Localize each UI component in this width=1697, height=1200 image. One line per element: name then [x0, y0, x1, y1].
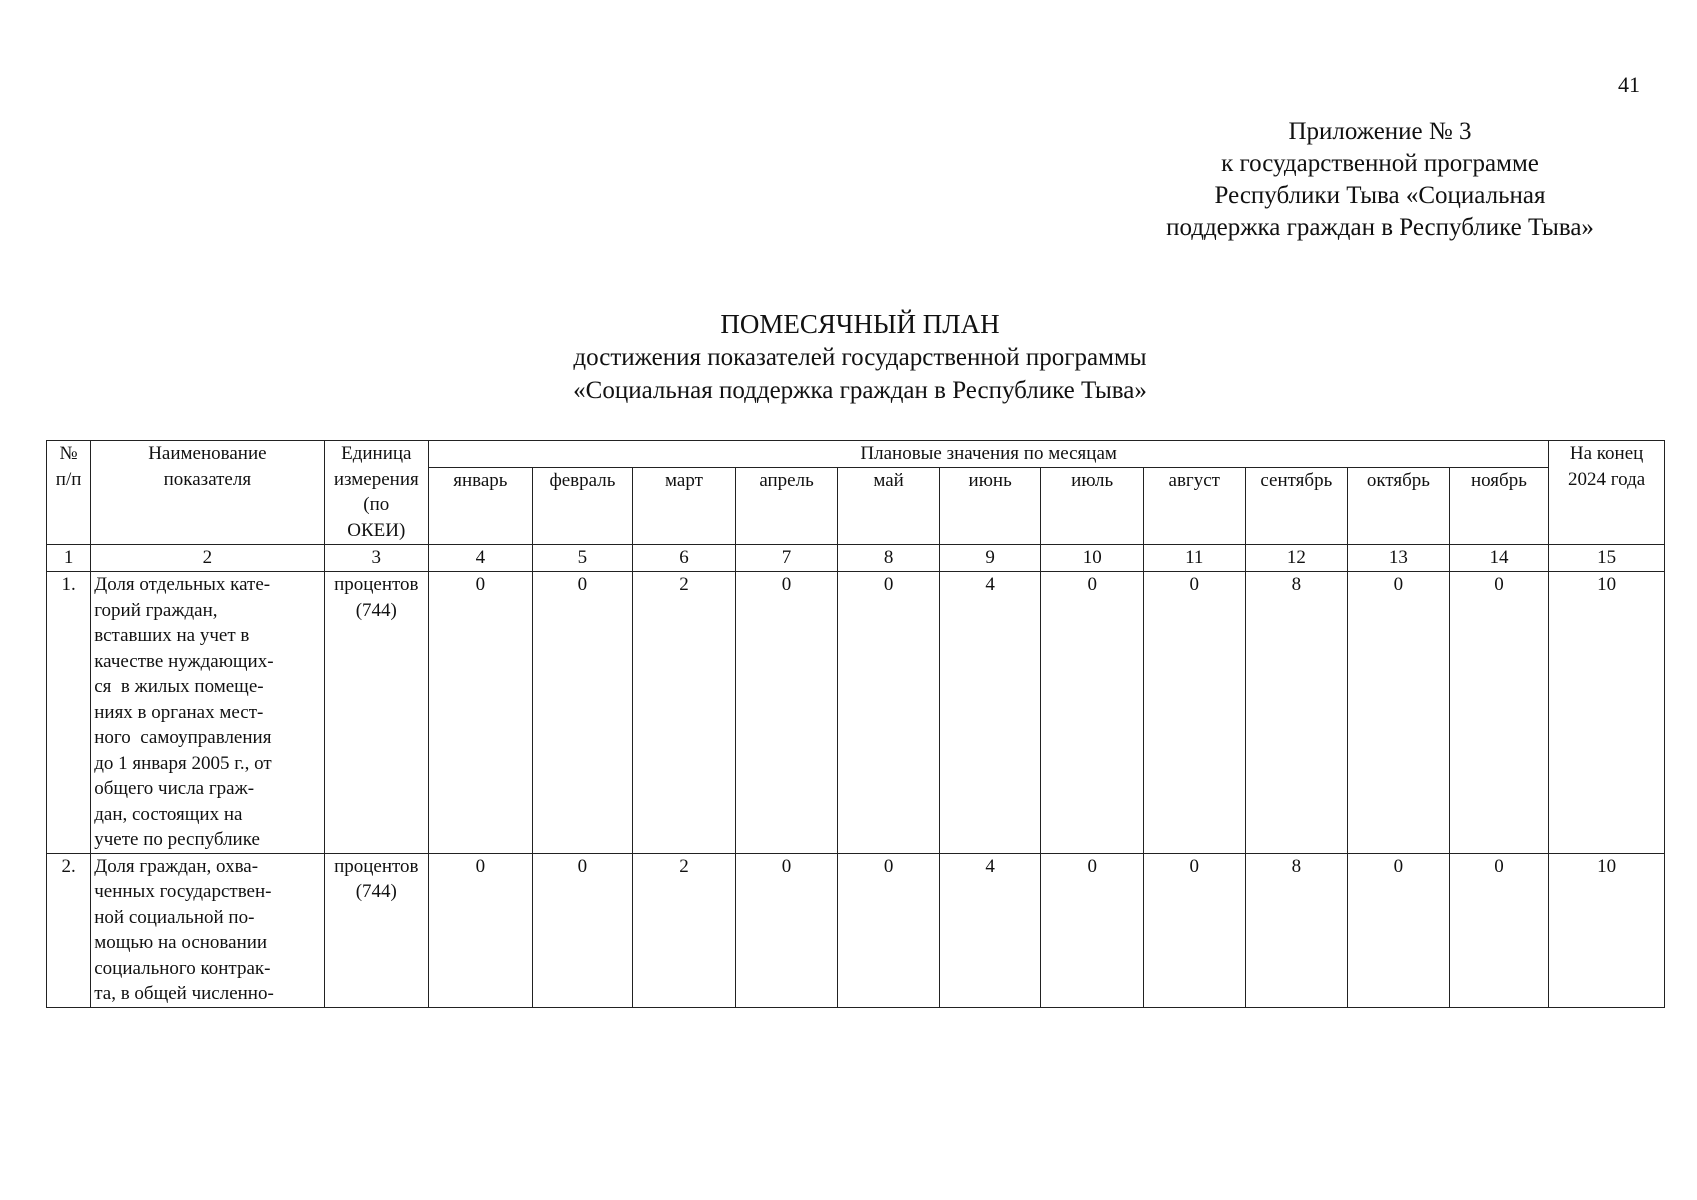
- header-text: На конец: [1569, 443, 1644, 464]
- indicator-name-line: учете по республике: [94, 829, 260, 850]
- header-unit: [324, 441, 429, 545]
- month-value: 2: [633, 853, 736, 1007]
- month-value: 4: [939, 572, 1041, 854]
- month-value: 0: [1348, 853, 1450, 1007]
- header-number: [47, 441, 91, 545]
- header-month: май: [838, 468, 940, 545]
- header-month: февраль: [532, 468, 633, 545]
- row-number: 1.: [47, 572, 91, 854]
- unit-text: (744): [355, 881, 397, 902]
- table-row: [47, 853, 1665, 1007]
- header-month: октябрь: [1348, 468, 1450, 545]
- indicator-name-line: та, в общей численно-: [94, 983, 274, 1004]
- header-text: (по: [363, 494, 390, 515]
- indicator-name-line: социального контрак-: [94, 957, 271, 979]
- month-value: 0: [1449, 853, 1549, 1007]
- header-text: 2024 года: [1568, 468, 1646, 490]
- title-main: ПОМЕСЯЧНЫЙ ПЛАН: [720, 309, 1000, 339]
- header-month: март: [633, 468, 736, 545]
- header-planned-values: Плановые значения по месяцам: [429, 441, 1549, 468]
- column-number: 12: [1245, 545, 1348, 572]
- header-indicator-name: [91, 441, 324, 545]
- month-value: 8: [1245, 572, 1348, 854]
- month-value: 0: [1041, 572, 1144, 854]
- unit-text: процентов: [334, 574, 419, 595]
- indicator-name-line: ной социальной по-: [94, 906, 255, 928]
- month-value: 0: [532, 853, 633, 1007]
- annex-line: к государственной программе: [1221, 150, 1539, 177]
- month-value: 0: [429, 853, 533, 1007]
- indicator-name-line: ного самоуправления: [94, 727, 272, 748]
- header-text: №: [59, 443, 78, 464]
- header-month: январь: [429, 468, 533, 545]
- monthly-plan-table: [46, 440, 1665, 1008]
- annex-line: Республики Тыва «Социальная: [1214, 182, 1546, 209]
- header-text: показателя: [163, 468, 252, 490]
- month-value: 0: [1143, 853, 1245, 1007]
- indicator-name-line: до 1 января 2005 г., от: [94, 752, 272, 774]
- column-number: 4: [429, 545, 533, 572]
- indicator-name-line: Доля отдельных кате-: [94, 574, 271, 595]
- indicator-name: [91, 572, 324, 854]
- indicator-name-line: общего числа граж-: [94, 778, 255, 799]
- month-value: 0: [838, 853, 940, 1007]
- month-value: 0: [735, 572, 838, 854]
- month-value: 0: [429, 572, 533, 854]
- header-text: Единица: [341, 443, 412, 464]
- row-number: 2.: [47, 853, 91, 1007]
- column-number: 2: [91, 545, 324, 572]
- page-number: 41: [1618, 72, 1640, 97]
- month-value: 0: [1348, 572, 1450, 854]
- header-month: сентябрь: [1245, 468, 1348, 545]
- column-number: 14: [1449, 545, 1549, 572]
- column-number: 13: [1348, 545, 1450, 572]
- indicator-name-line: дан, состоящих на: [94, 803, 243, 825]
- indicator-name-line: горий граждан,: [94, 599, 218, 621]
- month-value: 0: [1449, 572, 1549, 854]
- indicator-name-line: Доля граждан, охва-: [94, 855, 259, 877]
- unit-text: (744): [355, 599, 397, 621]
- header-month: апрель: [735, 468, 838, 545]
- month-value: 0: [532, 572, 633, 854]
- indicator-name: [91, 853, 324, 1007]
- column-number: 3: [324, 545, 429, 572]
- header-month: июль: [1041, 468, 1144, 545]
- indicator-name-line: вставших на учет в: [94, 625, 250, 646]
- column-number: 1: [47, 545, 91, 572]
- unit-cell: [324, 572, 429, 854]
- unit-text: процентов: [334, 855, 419, 877]
- header-month: ноябрь: [1449, 468, 1549, 545]
- header-text: ОКЕИ): [347, 519, 406, 541]
- indicator-name-line: качестве нуждающих-: [94, 650, 274, 672]
- end-of-year-value: 10: [1549, 853, 1665, 1007]
- month-value: 2: [633, 572, 736, 854]
- month-value: 0: [838, 572, 940, 854]
- annex-header: [1100, 116, 1660, 244]
- table-row: [47, 572, 1665, 854]
- column-number: 8: [838, 545, 940, 572]
- annex-line: поддержка граждан в Республике Тыва»: [1166, 214, 1594, 241]
- indicator-name-line: ниях в органах мест-: [94, 701, 264, 723]
- header-month: август: [1143, 468, 1245, 545]
- column-number: 5: [532, 545, 633, 572]
- column-number: 15: [1549, 545, 1665, 572]
- month-value: 0: [735, 853, 838, 1007]
- title-subtitle: достижения показателей государственной программы: [573, 344, 1147, 371]
- unit-cell: [324, 853, 429, 1007]
- month-value: 4: [939, 853, 1041, 1007]
- month-value: 0: [1041, 853, 1144, 1007]
- column-number: 11: [1143, 545, 1245, 572]
- header-end-of-year: [1549, 441, 1665, 545]
- end-of-year-value: 10: [1549, 572, 1665, 854]
- indicator-name-line: мощью на основании: [94, 932, 268, 953]
- header-month: июнь: [939, 468, 1041, 545]
- annex-line: Приложение № 3: [1288, 118, 1472, 145]
- month-value: 8: [1245, 853, 1348, 1007]
- column-number-row: [47, 545, 1665, 572]
- header-text: п/п: [55, 468, 82, 490]
- column-number: 10: [1041, 545, 1144, 572]
- column-number: 9: [939, 545, 1041, 572]
- month-value: 0: [1143, 572, 1245, 854]
- indicator-name-line: ченных государствен-: [94, 881, 272, 902]
- column-number: 7: [735, 545, 838, 572]
- column-number: 6: [633, 545, 736, 572]
- header-text: Наименование: [148, 443, 267, 464]
- indicator-name-line: ся в жилых помеще-: [94, 676, 264, 697]
- document-title: [330, 308, 1390, 407]
- header-text: измерения: [333, 468, 419, 490]
- title-subtitle: «Социальная поддержка граждан в Республике Тыва»: [573, 377, 1147, 404]
